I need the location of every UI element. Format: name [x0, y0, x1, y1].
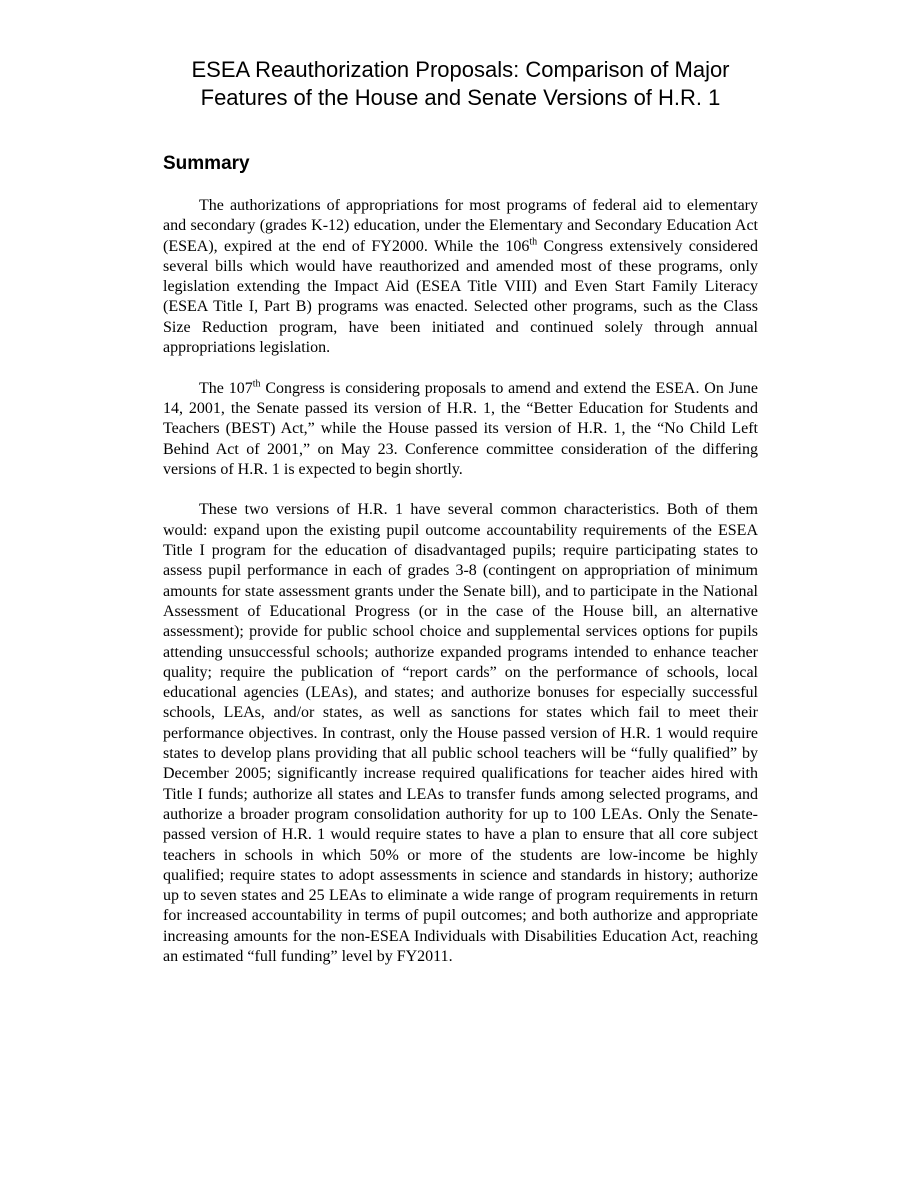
- paragraph-2-text-b: Congress is considering proposals to amend and extend the ESEA. On June 14, 2001, the Senate passed its version of H.R. 1, the “Better Education for Students and Teachers (BEST) Act,” while the House passed its version of H.R. 1, the “No Child Left Behind Act of 2001,” on May 23. Conference committee consideration of the differing versions of H.R. 1 is expected to begin shortly.: [163, 379, 759, 478]
- paragraph-2-superscript: th: [252, 378, 261, 390]
- document-title: ESEA Reauthorization Proposals: Comparison of Major Features of the House and Senate Versions of H.R. 1: [191, 57, 730, 110]
- paragraph-2-text-a: The 107: [199, 379, 253, 397]
- paragraph-1-superscript: th: [529, 236, 538, 248]
- paragraph-3: [163, 500, 758, 967]
- paragraph-1-text-a: The authorizations of appropriations for most programs of federal aid to elementary and secondary (grades K-12) education, under the Elementary and Secondary Education Act (ESEA), expired at the end of FY2000. While the 106: [163, 197, 758, 255]
- paragraph-1-text-b: Congress extensively considered several bills which would have reauthorized and amended most of these programs, only legislation extending the Impact Aid (ESEA Title VIII) and Even Start Family Literacy (ESEA Title I, Part B) programs was enacted. Selected other programs, such as the Class Size Reduction program, have been initiated and continued solely through annual appropriations legislation.: [163, 237, 758, 357]
- paragraph-1: [163, 196, 758, 358]
- paragraph-2: [163, 379, 758, 480]
- section-heading-summary: Summary: [163, 153, 250, 174]
- document-page: [163, 56, 758, 988]
- paragraph-3-text: These two versions of H.R. 1 have several common characteristics. Both of them would: expand upon the existing pupil outcome accountability requirements of the ESEA Title I program for the education of disadvantaged pupils; require participating states to assess pupil performance in each of grades 3-8 (contingent on appropriation of minimum amounts for state assessment grants under the Senate bill), and to participate in the National Assessment of Educational Progress (or in the case of the House bill, an alternative assessment); provide for public school choice and supplemental services options for pupils attending unsuccessful schools; authorize expanded programs intended to enhance teacher quality; require the publication of “report cards” on the performance of schools, local educational agencies (LEAs), and states; and authorize bonuses for especially successful schools, LEAs, and/or states, as well as sanctions for states which fail to meet their performance objectives. In contrast, only the House passed version of H.R. 1 would require states to develop plans providing that all public school teachers will be “fully qualified” by December 2005; significantly increase required qualifications for teacher aides hired with Title I funds; authorize all states and LEAs to transfer funds among selected programs, and authorize a broader program consolidation authority for up to 100 LEAs. Only the Senate-passed version of H.R. 1 would require states to have a plan to ensure that all core subject teachers in schools in which 50% or more of the students are low-income be highly qualified; require states to adopt assessments in science and standards in history; authorize up to seven states and 25 LEAs to eliminate a wide range of program requirements in return for increased accountability in terms of pupil outcomes; and both authorize and appropriate increasing amounts for the non-ESEA Individuals with Disabilities Education Act, reaching an estimated “full funding” level by FY2011.: [163, 501, 758, 965]
